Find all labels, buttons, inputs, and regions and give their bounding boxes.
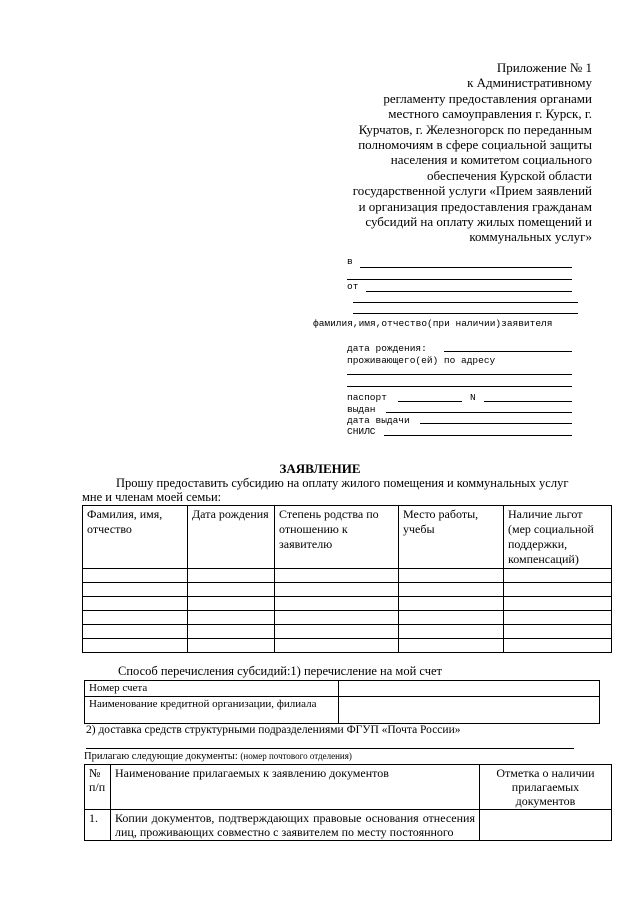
document-title: ЗАЯВЛЕНИЕ — [279, 461, 361, 476]
address-field[interactable] — [347, 374, 572, 375]
cell[interactable] — [504, 611, 612, 625]
bank-label: Наименование кредитной организации, филиала — [85, 697, 339, 724]
bank-input[interactable] — [339, 697, 600, 724]
cell[interactable] — [399, 625, 504, 639]
transfer-method: Способ перечисления субсидий:1) перечисление на мой счет — [118, 664, 442, 678]
fio-caption: фамилия,имя,отчество(при наличии)заявителя — [313, 318, 553, 329]
header-line: полномочиям в сфере социальной защиты — [358, 137, 592, 153]
cell[interactable] — [399, 611, 504, 625]
from-field-3[interactable] — [353, 313, 578, 314]
issue-date-field[interactable] — [420, 423, 572, 424]
postal-office-field[interactable] — [86, 748, 574, 749]
passport-number-field[interactable] — [484, 401, 572, 402]
to-label: в — [347, 256, 353, 267]
header-cell: Место работы, учебы — [399, 506, 504, 569]
table-row — [83, 639, 612, 653]
header-cell: Отметка о наличии прилагаемых документов — [480, 765, 612, 810]
header-line: субсидий на оплату жилых помещений и — [365, 214, 592, 230]
passport-number-label: N — [470, 392, 476, 403]
cell[interactable] — [188, 569, 275, 583]
to-field[interactable] — [360, 267, 572, 268]
documents-table — [84, 764, 612, 841]
cell[interactable] — [504, 625, 612, 639]
cell[interactable] — [504, 639, 612, 653]
cell[interactable] — [188, 583, 275, 597]
appendix-header — [292, 60, 592, 245]
table-row — [83, 583, 612, 597]
cell[interactable] — [188, 611, 275, 625]
birth-field[interactable] — [444, 351, 572, 352]
doc-mark[interactable] — [480, 810, 612, 841]
cell[interactable] — [188, 625, 275, 639]
cell[interactable] — [83, 611, 188, 625]
doc-name: Копии документов, подтверждающих правовые основания отнесения лиц, проживающих совместно с заявителем по месту постоянного — [111, 810, 480, 841]
issued-field[interactable] — [386, 412, 572, 413]
table-row — [83, 625, 612, 639]
table-row — [83, 597, 612, 611]
from-field[interactable] — [366, 291, 572, 292]
header-line: и организация предоставления гражданам — [358, 198, 592, 214]
header-line: Приложение № 1 — [496, 60, 592, 75]
header-line: обеспечения Курской области — [427, 167, 592, 183]
postal-caption: (номер почтового отделения) — [240, 751, 352, 761]
header-cell: Наличие льгот (мер социальной поддержки, компенсаций) — [504, 506, 612, 569]
cell[interactable] — [188, 597, 275, 611]
header-cell: Фамилия, имя, отчество — [83, 506, 188, 569]
header-line: к Административному — [467, 75, 592, 91]
cell[interactable] — [504, 597, 612, 611]
residing-label: проживающего(ей) по адресу — [347, 355, 496, 366]
family-table — [82, 505, 612, 653]
header-cell: Дата рождения — [188, 506, 275, 569]
to-field-2[interactable] — [347, 279, 572, 280]
cell[interactable] — [275, 569, 399, 583]
request-line-1: Прошу предоставить субсидию на оплату жилого помещения и коммунальных услуг — [116, 476, 569, 490]
cell[interactable] — [275, 639, 399, 653]
cell[interactable] — [275, 583, 399, 597]
header-line: местного самоуправления г. Курск, г. — [388, 106, 592, 122]
cell[interactable] — [399, 639, 504, 653]
header-cell: Наименование прилагаемых к заявлению документов — [111, 765, 480, 810]
snils-label: СНИЛС — [347, 426, 376, 437]
address-field-2[interactable] — [347, 386, 572, 387]
cell[interactable] — [275, 597, 399, 611]
cell[interactable] — [275, 625, 399, 639]
cell[interactable] — [83, 583, 188, 597]
header-line: регламенту предоставления органами — [383, 90, 592, 106]
passport-series-field[interactable] — [398, 401, 462, 402]
bank-table — [84, 680, 600, 724]
issued-label: выдан — [347, 404, 376, 415]
cell[interactable] — [188, 639, 275, 653]
request-line-2: мне и членам моей семьи: — [82, 490, 222, 504]
birth-label: дата рождения: — [347, 343, 427, 354]
issue-date-label: дата выдачи — [347, 415, 410, 426]
from-field-2[interactable] — [353, 302, 578, 303]
header-cell: Степень родства по отношению к заявителю — [275, 506, 399, 569]
cell[interactable] — [83, 625, 188, 639]
table-header-row — [83, 506, 612, 569]
passport-label: паспорт — [347, 392, 387, 403]
cell[interactable] — [83, 639, 188, 653]
snils-field[interactable] — [384, 435, 572, 436]
from-label: от — [347, 281, 359, 292]
header-line: Курчатов, г. Железногорск по переданным — [358, 121, 592, 137]
attach-line — [84, 751, 352, 762]
cell[interactable] — [275, 611, 399, 625]
doc-number: 1. — [85, 810, 111, 841]
postal-delivery-option: 2) доставка средств структурными подразделениями ФГУП «Почта России» — [86, 724, 461, 736]
cell[interactable] — [399, 583, 504, 597]
table-row — [83, 611, 612, 625]
cell[interactable] — [399, 569, 504, 583]
cell[interactable] — [504, 569, 612, 583]
header-line: государственной услуги «Прием заявлений — [352, 183, 592, 199]
header-line: населения и комитетом социального — [390, 152, 592, 168]
cell[interactable] — [83, 569, 188, 583]
attach-label: Прилагаю следующие документы: — [84, 751, 238, 762]
header-line: коммунальных услуг» — [469, 229, 592, 245]
account-input[interactable] — [339, 681, 600, 697]
cell[interactable] — [83, 597, 188, 611]
header-cell: № п/п — [85, 765, 111, 810]
table-row — [85, 810, 612, 841]
account-label: Номер счета — [85, 681, 339, 697]
docs-header-row — [85, 765, 612, 810]
table-row — [83, 569, 612, 583]
cell[interactable] — [399, 597, 504, 611]
cell[interactable] — [504, 583, 612, 597]
